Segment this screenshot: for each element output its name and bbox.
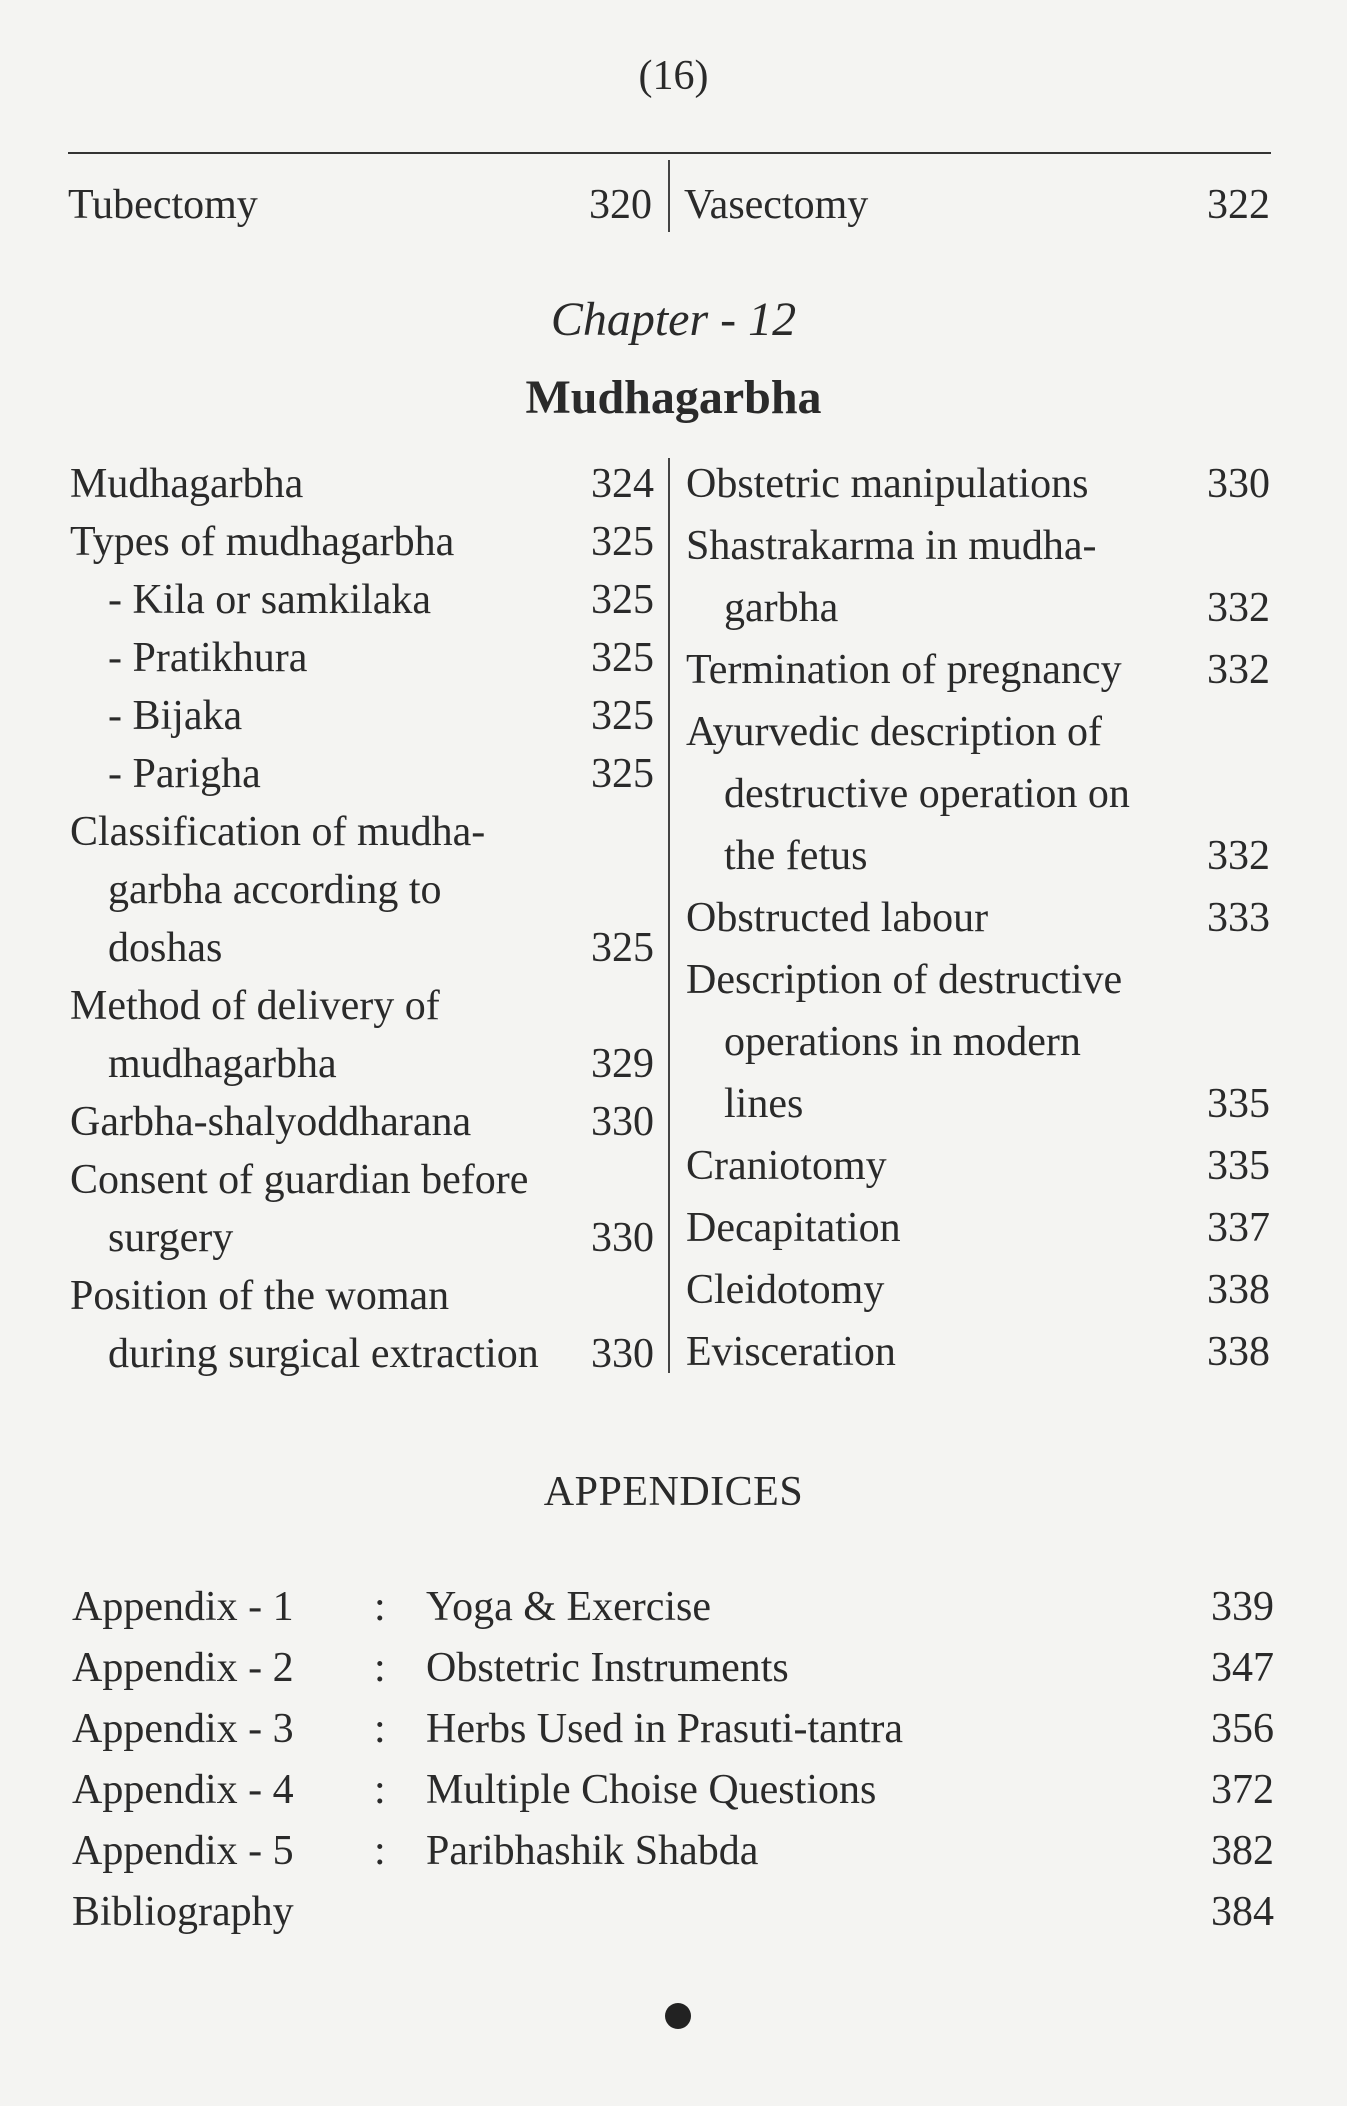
toc-entry-right: garbha: [724, 585, 839, 631]
toc-entry-right: Cleidotomy: [686, 1267, 885, 1313]
toc-page-left: 329: [591, 1041, 654, 1087]
toc-page-left: 325: [591, 693, 654, 739]
appendix-title: Obstetric Instruments: [426, 1645, 789, 1691]
appendix-page: 382: [1211, 1828, 1274, 1874]
appendix-label: Appendix - 2: [72, 1645, 294, 1691]
toc-entry-left: Position of the woman: [70, 1273, 450, 1319]
toc-entry-left: - Kila or samkilaka: [108, 577, 432, 623]
toc-entry-tubectomy: Tubectomy: [68, 182, 258, 228]
toc-entry-right: Decapitation: [686, 1205, 901, 1251]
appendix-separator: :: [374, 1706, 386, 1752]
appendix-page: 384: [1211, 1889, 1274, 1935]
toc-page-right: 333: [1207, 895, 1270, 941]
toc-page-right: 335: [1207, 1143, 1270, 1189]
toc-entry-right: Obstetric manipulations: [686, 461, 1089, 507]
toc-page-right: 332: [1207, 833, 1270, 879]
toc-entry-right: operations in modern: [724, 1019, 1081, 1065]
toc-entry-left: during surgical extraction: [108, 1331, 539, 1377]
toc-page-left: 325: [591, 577, 654, 623]
appendix-label: Appendix - 4: [72, 1767, 294, 1813]
appendix-label: Appendix - 3: [72, 1706, 294, 1752]
toc-entry-right: lines: [724, 1081, 804, 1127]
toc-entry-right: Ayurvedic description of: [686, 709, 1103, 755]
toc-page-vasectomy: 322: [1207, 182, 1270, 228]
page-number: (16): [638, 53, 709, 99]
toc-page-right: 335: [1207, 1081, 1270, 1127]
toc-entry-left: mudhagarbha: [108, 1041, 337, 1087]
toc-page-right: 332: [1207, 647, 1270, 693]
toc-entry-left: Consent of guardian before: [70, 1157, 529, 1203]
toc-entry-right: Evisceration: [686, 1329, 896, 1375]
toc-entry-left: Garbha-shalyoddharana: [70, 1099, 472, 1145]
toc-entry-left: - Pratikhura: [108, 635, 308, 681]
toc-entry-right: Obstructed labour: [686, 895, 989, 941]
toc-entry-left: - Bijaka: [108, 693, 243, 739]
toc-entry-right: Termination of pregnancy: [686, 647, 1122, 693]
appendix-separator: :: [374, 1645, 386, 1691]
toc-page-left: 330: [591, 1215, 654, 1261]
appendix-separator: :: [374, 1767, 386, 1813]
toc-entry-right: Craniotomy: [686, 1143, 887, 1189]
appendix-label: Bibliography: [72, 1889, 294, 1935]
column-divider-main: [668, 458, 670, 1373]
toc-page-right: 330: [1207, 461, 1270, 507]
appendix-title: Herbs Used in Prasuti-tantra: [426, 1706, 904, 1752]
appendix-title: Paribhashik Shabda: [426, 1828, 759, 1874]
toc-entry-left: Method of delivery of: [70, 983, 440, 1029]
appendix-separator: :: [374, 1584, 386, 1630]
toc-page-left: 325: [591, 635, 654, 681]
toc-page-left: 330: [591, 1099, 654, 1145]
toc-entry-left: surgery: [108, 1215, 234, 1261]
page-bullet: [665, 2003, 691, 2029]
toc-page-right: 332: [1207, 585, 1270, 631]
appendix-title: Yoga & Exercise: [426, 1584, 712, 1630]
appendix-label: Appendix - 5: [72, 1828, 294, 1874]
toc-page-right: 338: [1207, 1267, 1270, 1313]
appendix-page: 372: [1211, 1767, 1274, 1813]
toc-entry-left: doshas: [108, 925, 223, 971]
toc-page-left: 325: [591, 925, 654, 971]
toc-entry-left: - Parigha: [108, 751, 261, 797]
toc-entry-left: garbha according to: [108, 867, 442, 913]
toc-page-right: 337: [1207, 1205, 1270, 1251]
toc-entry-right: the fetus: [724, 833, 868, 879]
toc-entry-right: Description of destructive: [686, 957, 1123, 1003]
toc-entry-left: Types of mudhagarbha: [70, 519, 455, 565]
toc-entry-right: Shastrakarma in mudha-: [686, 523, 1097, 569]
toc-page-left: 324: [591, 461, 654, 507]
toc-page-right: 338: [1207, 1329, 1270, 1375]
toc-entry-right: destructive operation on: [724, 771, 1130, 817]
toc-entry-left: Mudhagarbha: [70, 461, 304, 507]
toc-page-tubectomy: 320: [589, 182, 652, 228]
column-divider-top: [668, 160, 670, 232]
appendix-page: 339: [1211, 1584, 1274, 1630]
top-rule: [68, 152, 1271, 154]
appendix-page: 356: [1211, 1706, 1274, 1752]
appendix-page: 347: [1211, 1645, 1274, 1691]
appendix-label: Appendix - 1: [72, 1584, 294, 1630]
toc-page-left: 330: [591, 1331, 654, 1377]
chapter-name: Mudhagarbha: [525, 371, 822, 424]
toc-entry-vasectomy: Vasectomy: [684, 182, 869, 228]
toc-entry-left: Classification of mudha-: [70, 809, 486, 855]
toc-page-left: 325: [591, 751, 654, 797]
toc-page-left: 325: [591, 519, 654, 565]
appendices-heading: APPENDICES: [543, 1469, 804, 1515]
appendix-title: Multiple Choise Questions: [426, 1767, 877, 1813]
chapter-title: Chapter - 12: [550, 293, 797, 346]
appendix-separator: :: [374, 1828, 386, 1874]
